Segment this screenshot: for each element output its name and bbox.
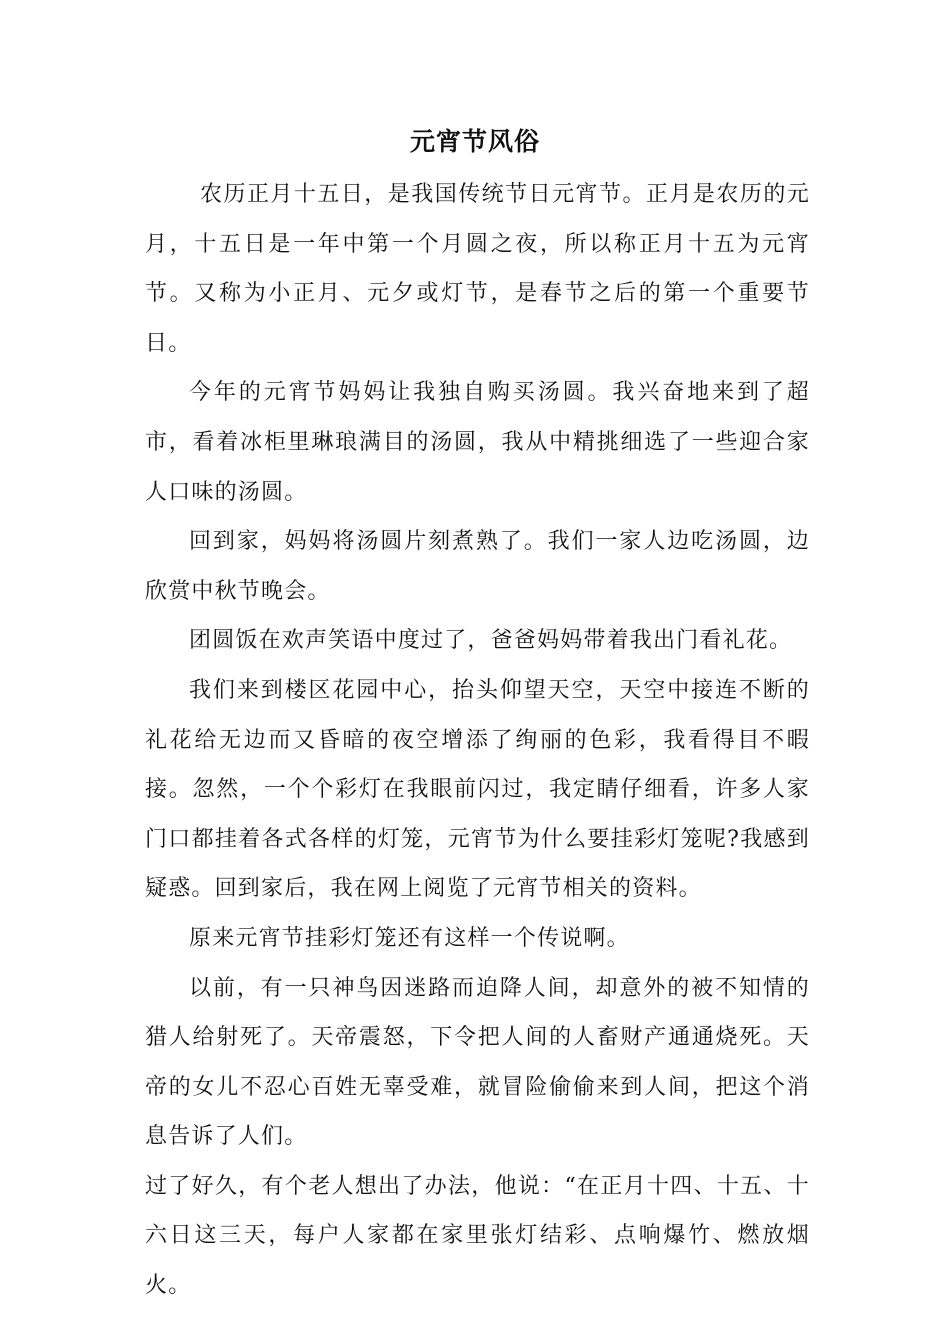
paragraph: 团圆饭在欢声笑语中度过了，爸爸妈妈带着我出门看礼花。 — [189, 628, 793, 654]
document-title: 元宵节风俗 — [409, 127, 540, 156]
paragraph: 农历正月十五日，是我国传统节日元宵节。正月是农历的元月，十五日是一年中第一个月圆之夜，所以称正月十五为元宵节。又称为小正月、元夕或灯节，是春节之后的第一个重要节日。 — [145, 182, 810, 356]
paragraph: 我们来到楼区花园中心，抬头仰望天空，天空中接连不断的礼花给无边而又昏暗的夜空增添了绚丽的色彩，我看得目不暇接。忽然，一个个彩灯在我眼前闪过，我定睛仔细看，许多人家门口都挂着各式各样的灯笼，元宵节为什么要挂彩灯笼呢?我感到疑惑。回到家后，我在网上阅览了元宵节相关的资料。 — [145, 677, 810, 902]
paragraph: 回到家，妈妈将汤圆片刻煮熟了。我们一家人边吃汤圆，边欣赏中秋节晚会。 — [145, 529, 810, 604]
paragraph: 以前，有一只神鸟因迷路而迫降人间，却意外的被不知情的猎人给射死了。天帝震怒，下令把人间的人畜财产通通烧死。天帝的女儿不忍心百姓无辜受难，就冒险偷偷来到人间，把这个消息告诉了人们。 — [145, 975, 810, 1150]
paragraph: 今年的元宵节妈妈让我独自购买汤圆。我兴奋地来到了超市，看着冰柜里琳琅满目的汤圆，我从中精挑细选了一些迎合家人口味的汤圆。 — [145, 380, 810, 505]
document-body — [145, 170, 810, 1311]
paragraph: 过了好久，有个老人想出了办法，他说：“在正月十四、十五、十六日这三天，每户人家都在家里张灯结彩、点响爆竹、燃放烟火。 — [145, 1173, 810, 1299]
paragraph: 原来元宵节挂彩灯笼还有这样一个传说啊。 — [189, 925, 630, 951]
